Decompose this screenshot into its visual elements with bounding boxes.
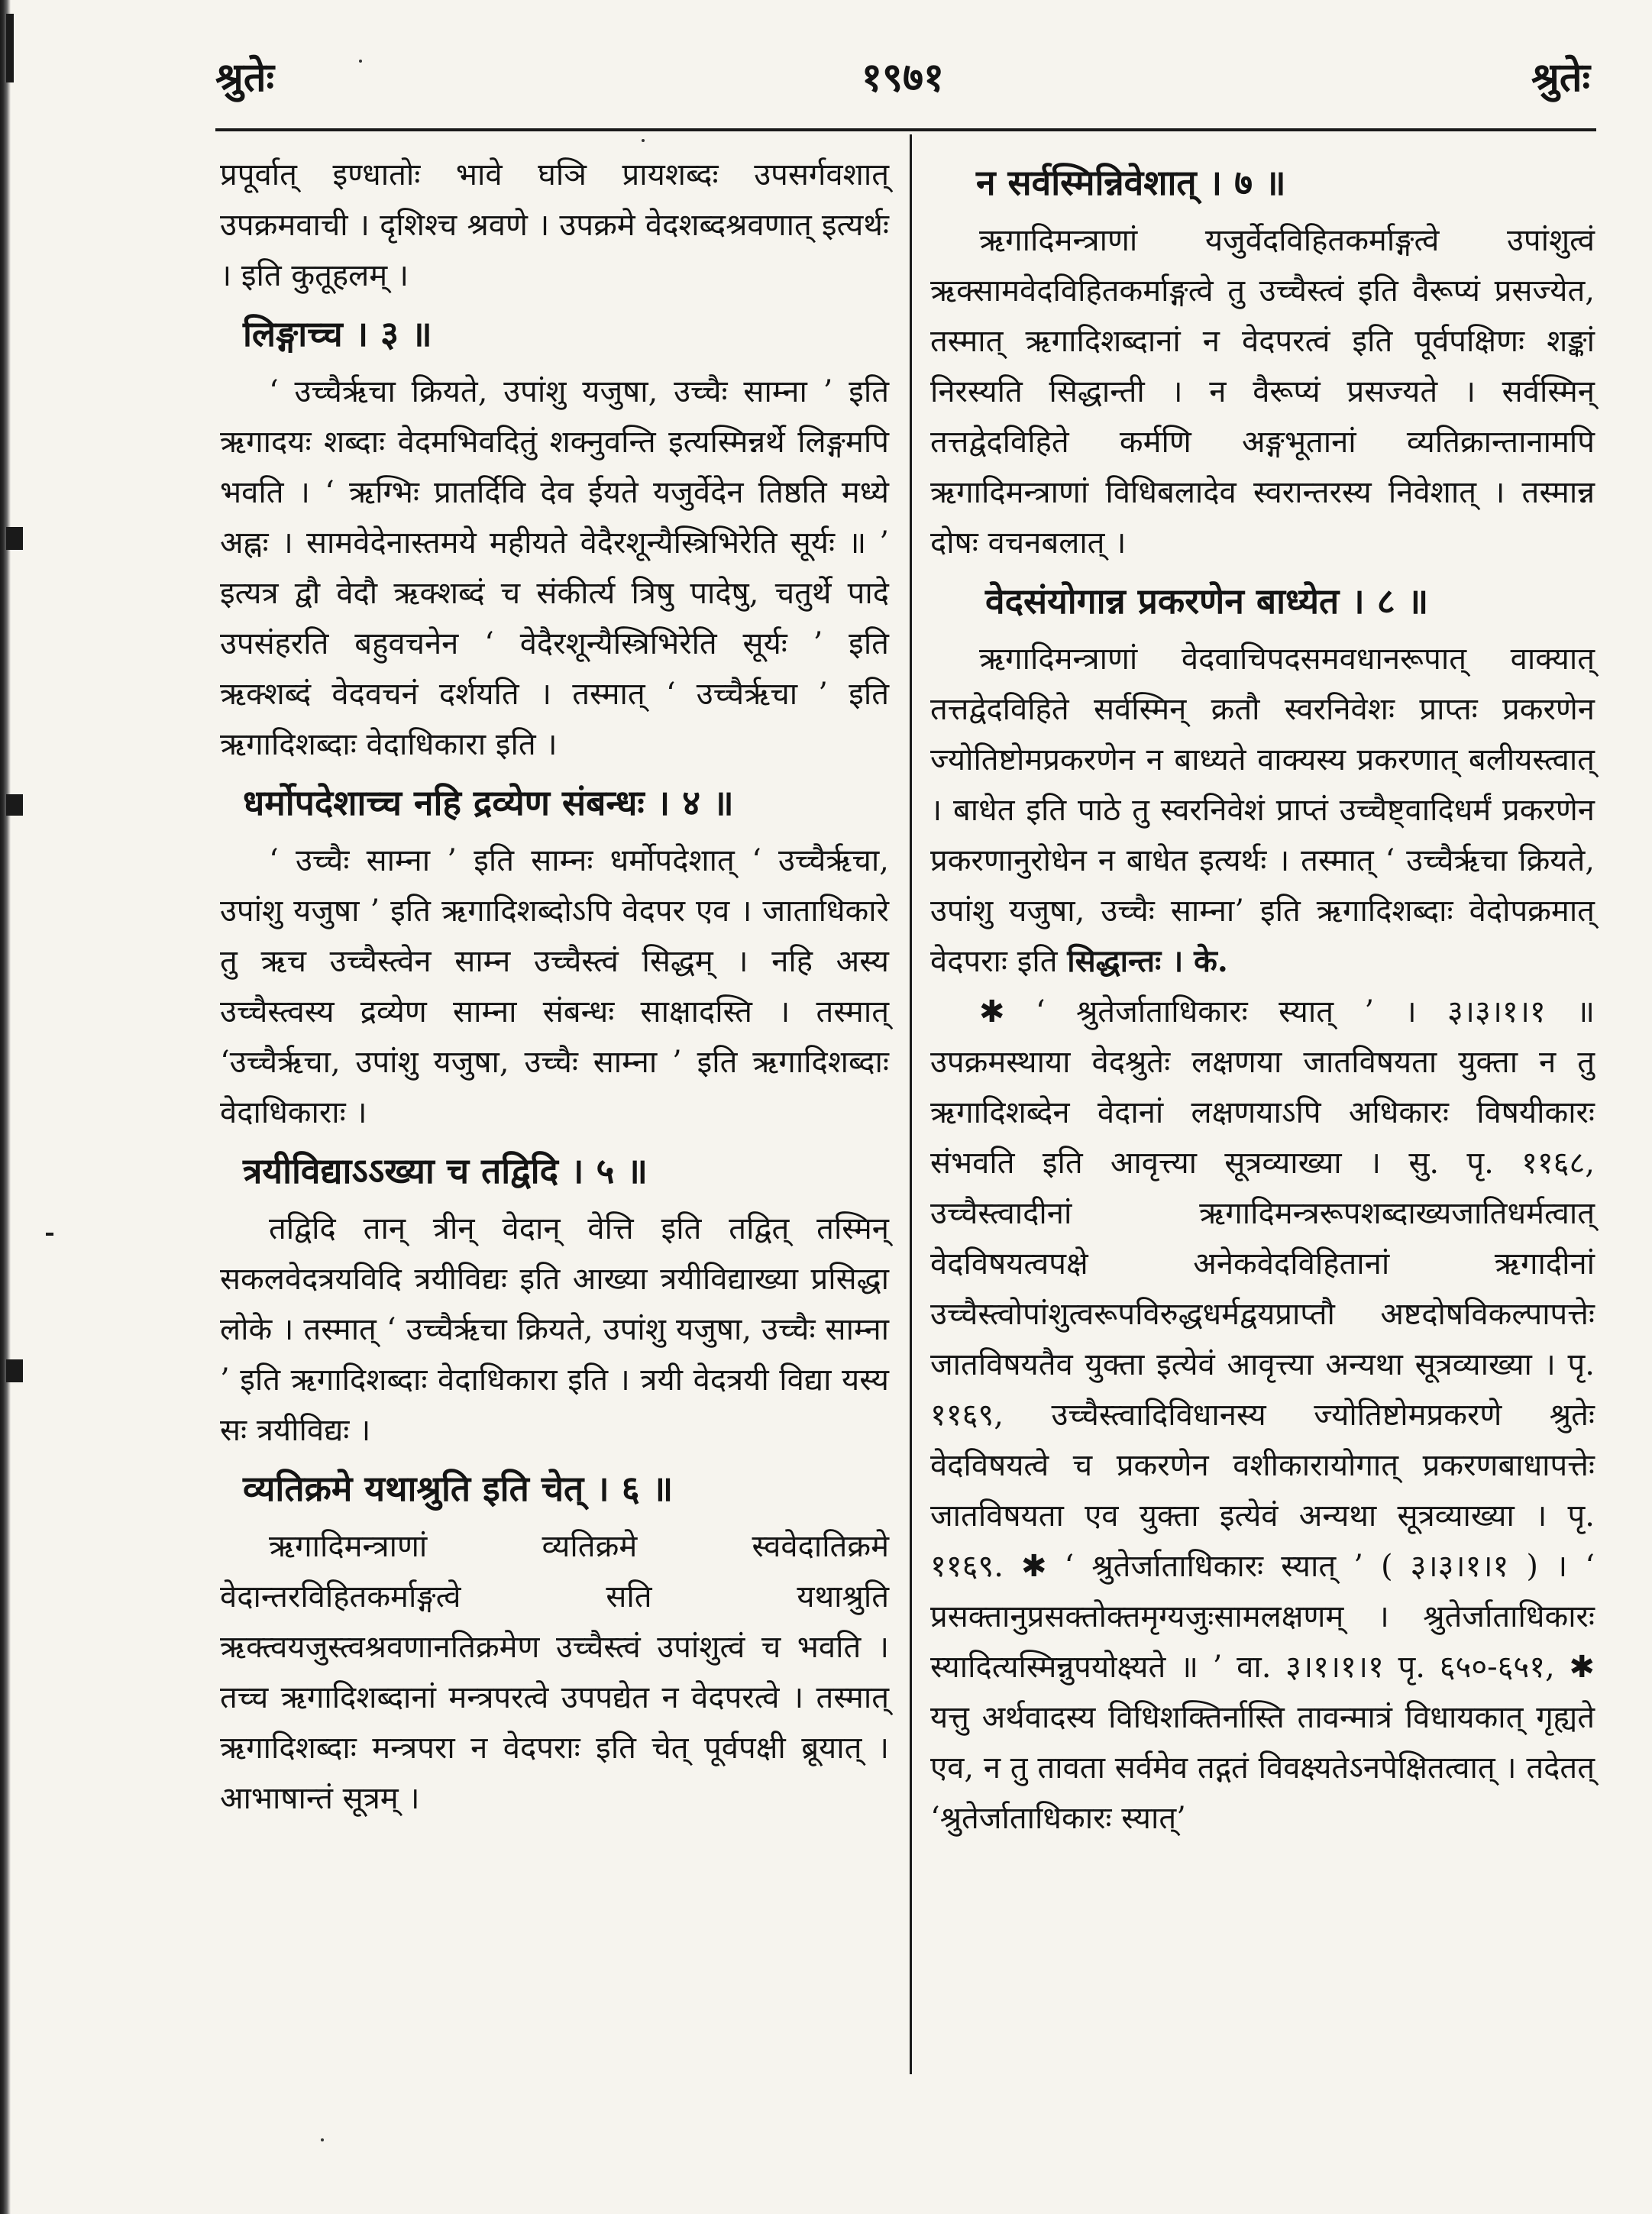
- right-column: [930, 150, 1595, 1844]
- page-number: १९७१: [861, 54, 945, 101]
- paragraph: तद्विदि तान् त्रीन् वेदान् वेत्ति इति तद्वित् तस्मिन् सकलवेदत्रयविदि त्रयीविद्यः इति आख्या त्रयीविद्याख्या प्रसिद्धा लोके । तस्मात् ‘ उच्चैर्ऋचा क्रियते, उपांशु यजुषा, उच्चैः साम्ना ’ इति ऋगादिशब्दाः वेदाधिकारा इति । त्रयी वेदत्रयी विद्या यस्य सः त्रयीविद्यः ।: [220, 1211, 889, 1448]
- sutra-heading: व्यतिक्रमे यथाश्रुति इति चेत् । ६ ॥: [243, 1468, 674, 1509]
- binding-edge: [0, 0, 11, 2214]
- sutra-heading: त्रयीविद्याऽऽख्या च तद्विदि । ५ ॥: [243, 1150, 648, 1191]
- sutra-heading: न सर्वस्मिन्निवेशात् । ७ ॥: [976, 162, 1286, 203]
- paragraph: [930, 634, 1595, 987]
- header-right: श्रुतेः: [1531, 54, 1590, 101]
- paragraph: ‘ उच्चैः साम्ना ’ इति साम्नः धर्मोपदेशात् ‘ उच्चैर्ऋचा, उपांशु यजुषा ’ इति ऋगादिशब्दोऽपि वेदपर एव । जाताधिकारे तु ऋच उच्चैस्त्वेन साम्न उच्चैस्त्वं सिद्धम् । नहि अस्य उच्चैस्त्वस्य द्रव्येण साम्ना संबन्धः साक्षादस्ति । तस्मात् ‘उच्चैर्ऋचा, उपांशु यजुषा, उच्चैः साम्ना ’ इति ऋगादिशब्दाः वेदाधिकाराः ।: [220, 843, 889, 1130]
- siddhanta-label: सिद्धान्तः । के.: [1067, 943, 1228, 979]
- scan-mark: [6, 794, 23, 816]
- header-rule: [215, 128, 1596, 131]
- paragraph: प्रपूर्वात् इण्धातोः भावे घञि प्रायशब्दः उपसर्गवशात् उपक्रमवाची । दृशिश्च श्रवणे । उपक्रमे वेदशब्दश्रवणात् इत्यर्थः । इति कुतूहलम् ।: [220, 157, 889, 293]
- sutra-heading: धर्मोपदेशाच्च नहि द्रव्येण संबन्धः । ४ ॥: [243, 782, 734, 823]
- paragraph: ‘ उच्चैर्ऋचा क्रियते, उपांशु यजुषा, उच्चैः साम्ना ’ इति ऋगादयः शब्दाः वेदमभिवदितुं शक्नुवन्ति इत्यस्मिन्नर्थे लिङ्गमपि भवति । ‘ ऋग्भिः प्रातर्दिवि देव ईयते यजुर्वेदेन तिष्ठति मध्ये अह्नः । सामवेदेनास्तमये महीयते वेदैरशून्यैस्त्रिभिरेति सूर्यः ॥ ’ इत्यत्र द्वौ वेदौ ऋक्शब्दं च संकीर्त्य त्रिषु पादेषु, चतुर्थे पादे उपसंहरति बहुवचनेन ‘ वेदैरशून्यैस्त्रिभिरेति सूर्यः ’ इति ऋक्शब्दं वेदवचनं दर्शयति । तस्मात् ‘ उच्चैर्ऋचा ’ इति ऋगादिशब्दाः वेदाधिकारा इति ।: [220, 374, 889, 762]
- page-header: [215, 47, 1590, 108]
- sutra-heading: वेदसंयोगान्न प्रकरणेन बाध्येत । ८ ॥: [985, 580, 1429, 622]
- scan-mark: [6, 1359, 23, 1382]
- column-divider: [910, 134, 912, 2074]
- left-column: [220, 150, 889, 1824]
- scan-mark: [6, 14, 14, 82]
- paragraph: ✱ ‘ श्रुतेर्जाताधिकारः स्यात् ’ । ३।३।१।१ ॥ उपक्रमस्थाया वेदश्रुतेः लक्षणया जातविषयता युक्ता न तु ऋगादिशब्देन वेदानां लक्षणयाऽपि अधिकारः विषयीकारः संभवति इति आवृत्त्या सूत्रव्याख्या । सु. पृ. ११६८, उच्चैस्त्वादीनां ऋगादिमन्त्ररूपशब्दाख्यजातिधर्मत्वात् वेदविषयत्वपक्षे अनेकवेदविहितानां ऋगादीनां उच्चैस्त्वोपांशुत्वरूपविरुद्धधर्मद्वयप्राप्तौ अष्टदोषविकल्पापत्तेः जातविषयतैव युक्ता इत्येवं आवृत्त्या अन्यथा सूत्रव्याख्या । पृ. ११६९, उच्चैस्त्वादिविधानस्य ज्योतिष्टोमप्रकरणे श्रुतेः वेदविषयत्वे च प्रकरणेन वशीकारायोगात् प्रकरणबाधापत्तेः जातविषयता एव युक्ता इत्येवं अन्यथा सूत्रव्याख्या । पृ. ११६९. ✱ ‘ श्रुतेर्जाताधिकारः स्यात् ’ ( ३।३।१।१ ) । ‘ प्रसक्तानुप्रसक्तोक्तमृग्यजुःसामलक्षणम् । श्रुतेर्जाताधिकारः स्यादित्यस्मिन्नुपयोक्ष्यते ॥ ’ वा. ३।१।१।१ पृ. ६५०-६५१, ✱ यत्तु अर्थवादस्य विधिशक्तिर्नास्ति तावन्मात्रं विधायकात् गृह्यते एव, न तु तावता सर्वमेव तद्गतं विवक्ष्यतेऽनपेक्षितत्वात् । तदेतत् ‘श्रुतेर्जाताधिकारः स्यात्’: [930, 994, 1595, 1836]
- paragraph-text: ऋगादिमन्त्राणां वेदवाचिपदसमवधानरूपात् वाक्यात् तत्तद्वेदविहिते सर्वस्मिन् क्रतौ स्वरनिवेशः प्राप्तः प्रकरणेन ज्योतिष्टोमप्रकरणेन न बाध्यते वाक्यस्य प्रकरणात् बलीयस्त्वात् । बाधेत इति पाठे तु स्वरनिवेशं प्राप्तं उच्चैष्ट्वादिधर्मं प्रकरणेन प्रकरणानुरोधेन न बाधेत इत्यर्थः । तस्मात् ‘ उच्चैर्ऋचा क्रियते, उपांशु यजुषा, उच्चैः साम्ना’ इति ऋगादिशब्दाः वेदोपक्रमात् वेदपराः इति: [930, 642, 1595, 979]
- scan-mark: [46, 1233, 53, 1236]
- speck: [642, 139, 645, 142]
- paragraph: ऋगादिमन्त्राणां यजुर्वेदविहितकर्माङ्गत्वे उपांशुत्वं ऋक्सामवेदविहितकर्माङ्गत्वे तु उच्चैस्त्वं इति वैरूप्यं प्रसज्येत, तस्मात् ऋगादिशब्दानां न वेदपरत्वं इति पूर्वपक्षिणः शङ्कां निरस्यति सिद्धान्ती । न वैरूप्यं प्रसज्यते । सर्वस्मिन् तत्तद्वेदविहिते कर्मणि अङ्गभूतानां व्यतिक्रान्तानामपि ऋगादिमन्त्राणां विधिबलादेव स्वरान्तरस्य निवेशात् । तस्मान्न दोषः वचनबलात् ।: [930, 223, 1595, 561]
- paragraph: ऋगादिमन्त्राणां व्यतिक्रमे स्ववेदातिक्रमे वेदान्तरविहितकर्माङ्गत्वे सति यथाश्रुति ऋक्त्वयजुस्त्वश्रवणानतिक्रमेण उच्चैस्त्वं उपांशुत्वं च भवति । तच्च ऋगादिशब्दानां मन्त्रपरत्वे उपपद्येत न वेदपरत्वे । तस्मात् ऋगादिशब्दाः मन्त्रपरा न वेदपराः इति चेत् पूर्वपक्षी ब्रूयात् । आभाषान्तं सूत्रम् ।: [220, 1529, 889, 1816]
- sutra-heading: लिङ्गाच्च । ३ ॥: [243, 313, 432, 354]
- speck: [321, 2138, 324, 2141]
- scan-mark: [6, 527, 23, 550]
- header-left: श्रुतेः: [215, 54, 274, 101]
